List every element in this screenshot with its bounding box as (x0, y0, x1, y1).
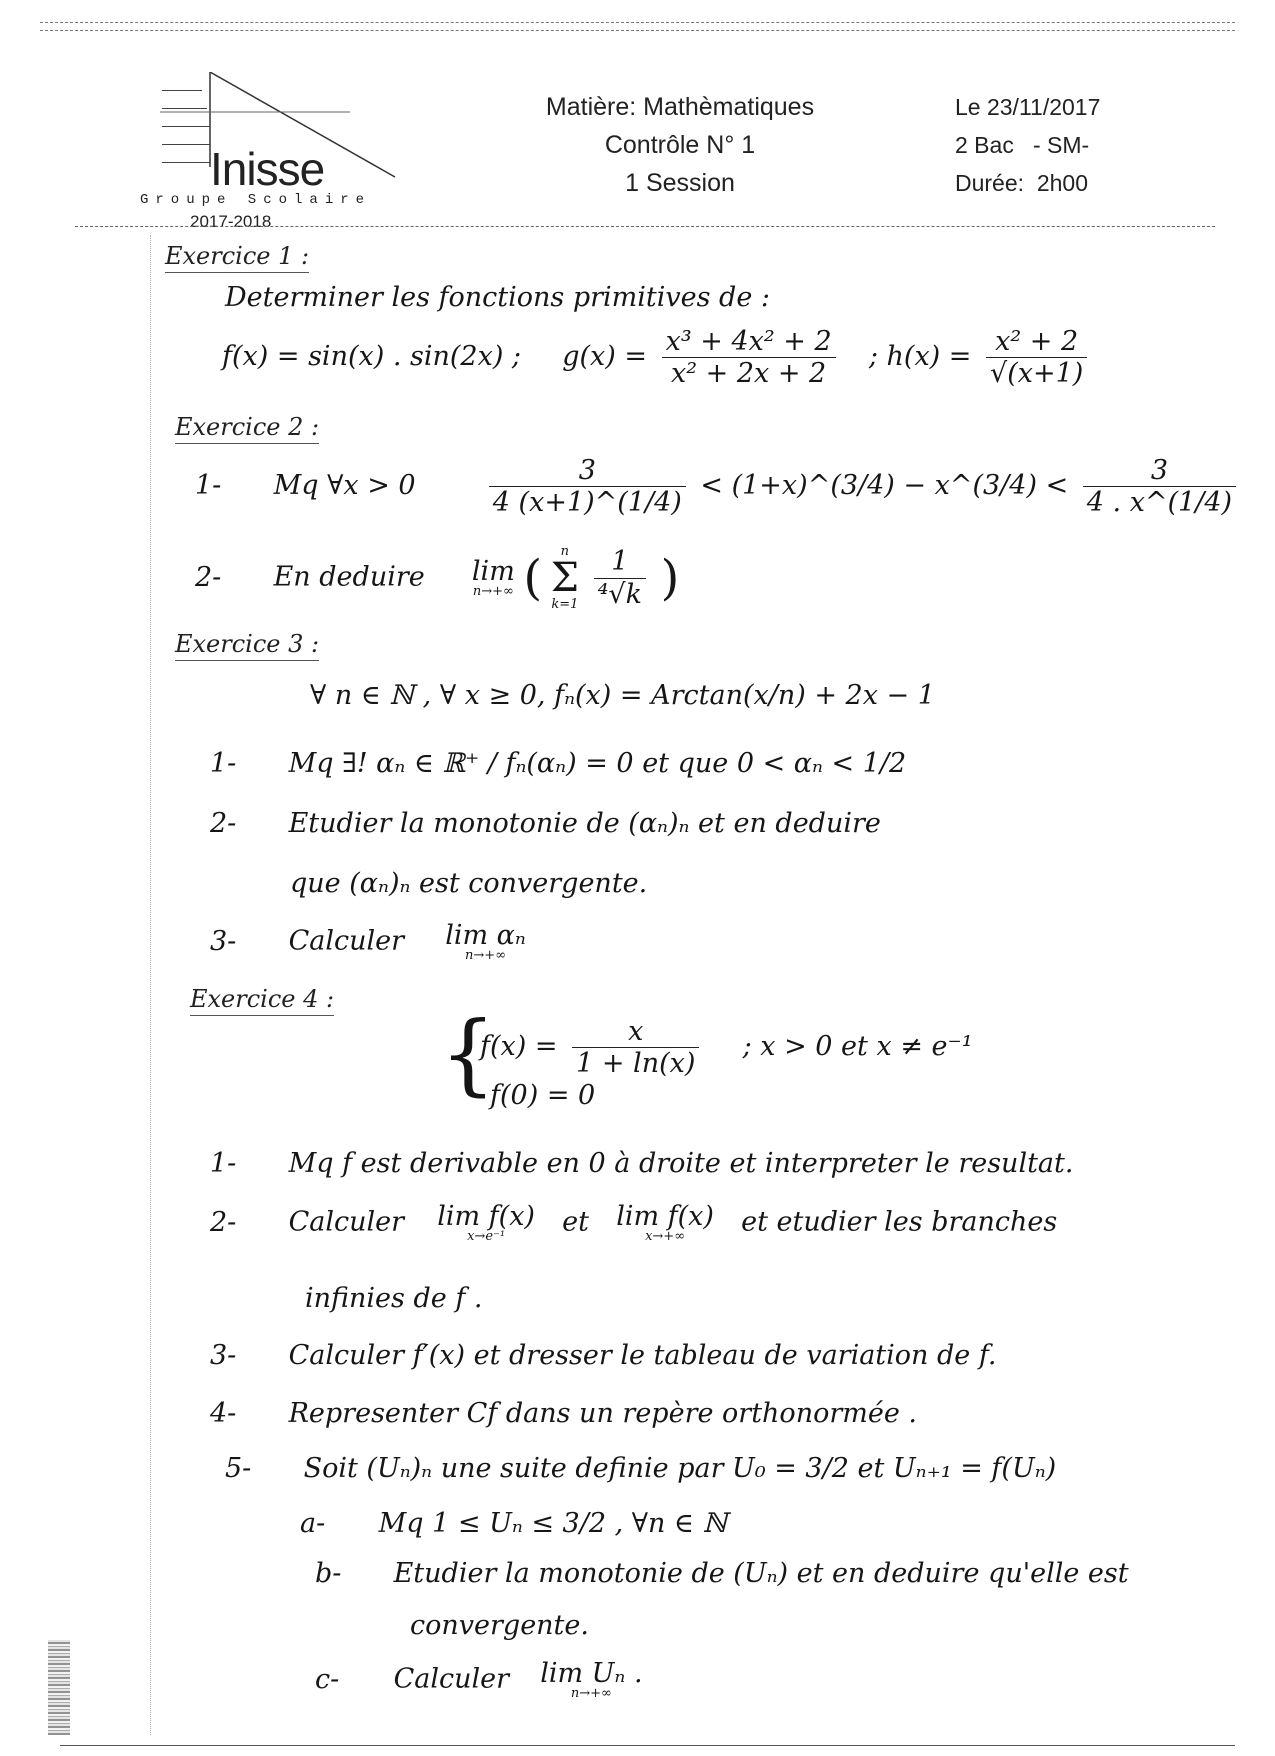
ex4-question-2-cont: infinies de f . (305, 1283, 483, 1314)
ex4-q5c-text: Calculer (393, 1663, 510, 1695)
ex4-q3-text: Calculer f′(x) et dresser le tableau de variation de f. (288, 1340, 997, 1371)
ex2-q2-limit (472, 558, 515, 598)
ex2-q2-denominator: ⁴√k (597, 578, 642, 610)
logo-name: Inisse (210, 143, 325, 195)
ex4-brace: { (440, 1002, 496, 1105)
ex1-h-lhs: ; h(x) = (868, 341, 972, 373)
exercise-3-title: Exercice 3 : (175, 630, 319, 661)
ex1-h-fraction (986, 326, 1087, 389)
ex2-q1-right-numerator: 3 (1083, 455, 1236, 487)
ex4-q2-lim2-under: x→+∞ (645, 1229, 686, 1244)
ex1-intro: Determiner les fonctions primitives de : (225, 282, 770, 313)
header-right (955, 88, 1100, 202)
ex4-f-line (480, 1016, 973, 1079)
ex4-q2-text-a: Calculer (288, 1206, 405, 1238)
ex3-question-3 (210, 922, 526, 962)
ex2-q2-number: 2- (195, 561, 222, 593)
ex1-h-numerator: x² + 2 (986, 326, 1087, 358)
ex4-q1-text: Mq f est derivable en 0 à droite et interpreter le resultat. (288, 1148, 1074, 1179)
subject: Matière: Mathèmatiques (545, 93, 815, 121)
ex1-h-denominator: √(x+1) (990, 358, 1084, 390)
ex2-question-1 (195, 455, 1242, 518)
ex2-q2-close-paren: ) (660, 550, 680, 606)
ex1-functions (222, 326, 1093, 389)
ex3-q2-number: 2- (210, 808, 237, 839)
ex4-q5c-number: c- (315, 1663, 340, 1695)
ex3-q2-text: Etudier la monotonie de (αₙ)ₙ et en deduire (288, 808, 881, 839)
logo-subtitle: Groupe Scolaire (140, 192, 372, 208)
ex4-q4-text: Representer Cf dans un repère orthonormée . (288, 1398, 917, 1429)
ex4-question-2 (210, 1203, 1057, 1243)
ex4-q2-lim2: lim f(x) (616, 1201, 714, 1232)
ex4-q5b-number: b- (315, 1558, 342, 1589)
ex1-g-numerator: x³ + 4x² + 2 (662, 326, 836, 358)
ex4-q5b-text: Etudier la monotonie de (Uₙ) et en deduire qu'elle est (393, 1558, 1129, 1589)
ex1-f-definition: f(x) = sin(x) . sin(2x) ; (222, 341, 522, 373)
ex2-q2-lim: lim (471, 556, 515, 587)
ex2-q2-numerator: 1 (594, 546, 646, 578)
margin-line (150, 235, 151, 1735)
ex4-q2-limit-1 (437, 1203, 535, 1243)
ex4-q5c-limit (540, 1660, 642, 1700)
ex4-question-5c (315, 1660, 643, 1700)
ex2-question-2 (195, 545, 679, 611)
ex2-q1-text: Mq ∀x > 0 (273, 470, 416, 502)
ex4-f-numerator: x (572, 1016, 699, 1048)
ex4-q5c-lim-under: n→+∞ (570, 1686, 612, 1701)
ex2-q2-fraction (594, 546, 646, 609)
ex4-q5c-lim: lim Uₙ . (540, 1658, 643, 1689)
ex4-f-zero: f(0) = 0 (490, 1080, 596, 1111)
exam-date: Le 23/11/2017 (955, 94, 1101, 120)
ex4-q1-number: 1- (210, 1148, 237, 1179)
ex4-q5-number: 5- (225, 1453, 252, 1484)
ex4-question-3 (210, 1340, 996, 1371)
scan-border-top (40, 22, 1235, 23)
ex2-q2-sum-top: n (560, 544, 570, 559)
ex4-q3-number: 3- (210, 1340, 237, 1371)
ex4-q2-lim1-under: x→e⁻¹ (467, 1229, 506, 1244)
duration: Durée: 2h00 (955, 170, 1088, 196)
header-center (440, 88, 920, 202)
ex2-q2-sum (551, 545, 579, 611)
ex2-q2-text: En deduire (273, 561, 425, 593)
ex4-q2-lim1: lim f(x) (437, 1201, 535, 1232)
school-year: 2017-2018 (190, 212, 272, 231)
ex3-q3-text: Calculer (288, 925, 405, 957)
exercise-4-title: Exercice 4 : (190, 985, 334, 1016)
ex4-q2-and: et (562, 1206, 589, 1238)
ex2-q1-right-fraction (1083, 455, 1236, 518)
scan-border-top-2 (40, 30, 1235, 31)
ex1-g-fraction (662, 326, 836, 389)
ex4-q2-number: 2- (210, 1206, 237, 1238)
ex3-question-1 (210, 748, 906, 779)
ex1-g-denominator: x² + 2x + 2 (671, 358, 827, 390)
ex2-q1-right-denominator: 4 . x^(1/4) (1086, 487, 1233, 519)
exercise-2-title: Exercice 2 : (175, 413, 319, 444)
ex2-q2-sum-bottom: k=1 (551, 597, 579, 612)
ex4-q2-limit-2 (616, 1203, 714, 1243)
ex3-definition: ∀ n ∈ ℕ , ∀ x ≥ 0, fₙ(x) = Arctan(x/n) + 2x − 1 (310, 680, 935, 711)
school-logo (140, 72, 440, 232)
ex2-q1-number: 1- (195, 470, 222, 502)
ex3-question-2 (210, 808, 881, 839)
ex4-question-5a (300, 1508, 727, 1539)
ex4-q5-text: Soit (Uₙ)ₙ une suite definie par U₀ = 3/2 et Uₙ₊₁ = f(Uₙ) (303, 1453, 1057, 1484)
ex4-q5a-number: a- (300, 1508, 326, 1539)
ex2-q1-middle: < (1+x)^(3/4) − x^(3/4) < (700, 470, 1069, 502)
ex2-q1-left-denominator: 4 (x+1)^(1/4) (492, 487, 682, 519)
ex4-q5a-text: Mq 1 ≤ Uₙ ≤ 3/2 , ∀n ∈ ℕ (378, 1508, 728, 1539)
header-divider (75, 226, 1215, 227)
ex4-question-5b-cont: convergente. (410, 1610, 589, 1641)
ex4-f-condition: ; x > 0 et x ≠ e⁻¹ (742, 1031, 973, 1063)
scan-artifact (48, 1640, 70, 1735)
ex4-f-denominator: 1 + ln(x) (576, 1048, 696, 1080)
ex3-q1-text: Mq ∃! αₙ ∈ ℝ⁺ / fₙ(αₙ) = 0 et que 0 < αₙ < 1/2 (288, 748, 907, 779)
ex3-q3-lim-under: n→+∞ (465, 948, 507, 963)
ex3-q3-limit (445, 922, 526, 962)
ex4-question-4 (210, 1398, 917, 1429)
control-number: Contrôle N° 1 (604, 131, 756, 159)
ex4-question-5b (315, 1558, 1129, 1589)
ex2-q2-open-paren: ( (523, 550, 543, 606)
ex2-q2-sigma: Σ (550, 555, 579, 601)
ex2-q2-lim-under: n→+∞ (472, 584, 514, 599)
ex4-function-system (440, 1002, 1200, 1120)
ex4-q4-number: 4- (210, 1398, 237, 1429)
ex4-f-lhs: f(x) = (480, 1031, 558, 1063)
ex4-q2-text-b: et etudier les branches (741, 1206, 1058, 1238)
ex3-q1-number: 1- (210, 748, 237, 779)
ex3-q3-lim: lim αₙ (445, 920, 526, 951)
ex3-q3-number: 3- (210, 925, 237, 957)
exercise-1-title: Exercice 1 : (165, 242, 309, 273)
bottom-border (60, 1745, 1235, 1746)
ex4-question-5 (225, 1453, 1056, 1484)
ex4-f-fraction (572, 1016, 699, 1079)
class-level: 2 Bac - SM- (955, 132, 1090, 158)
ex2-q1-left-numerator: 3 (489, 455, 686, 487)
ex3-question-2-cont: que (αₙ)ₙ est convergente. (290, 868, 648, 899)
session: 1 Session (625, 169, 735, 197)
ex1-g-lhs: g(x) = (562, 341, 648, 373)
ex4-question-1 (210, 1148, 1073, 1179)
ex2-q1-left-fraction (489, 455, 686, 518)
